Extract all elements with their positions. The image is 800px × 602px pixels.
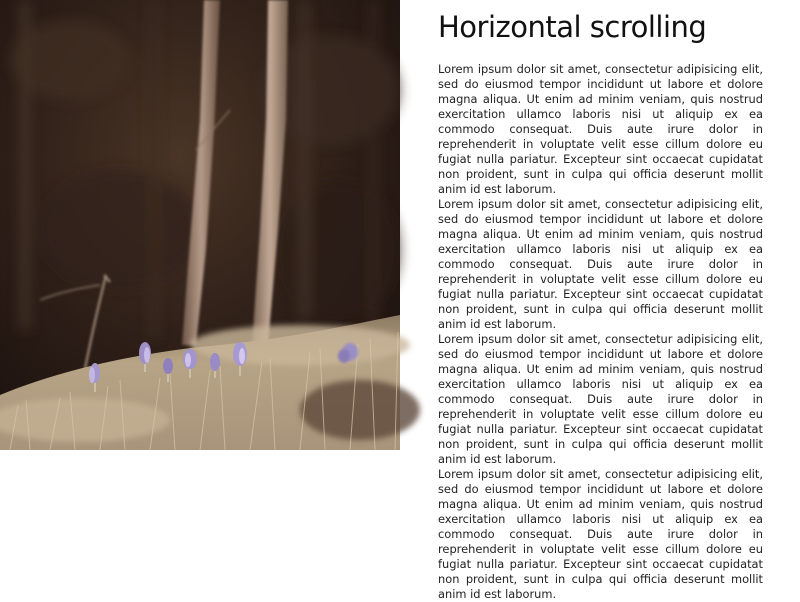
lorem-paragraph-2: Lorem ipsum dolor sit amet, consectetur adipisicing elit, sed do eiusmod tempor incididunt ut labore et dolore magna aliqua. Ut enim ad minim veniam, quis nostrud exercitation ullamco laboris nisi ut aliquip ex ea commodo consequat. Duis aute irure dolor in reprehenderit in voluptate velit esse cillum dolore eu fugiat nulla pariatur. Excepteur sint occaecat cupidatat non proident, sunt in culpa qui officia deserunt mollit anim id est laborum. xyxy=(438,197,763,331)
lorem-paragraph-1: Lorem ipsum dolor sit amet, consectetur adipisicing elit, sed do eiusmod tempor incididunt ut labore et dolore magna aliqua. Ut enim ad minim veniam, quis nostrud exercitation ullamco laboris nisi ut aliquip ex ea commodo consequat. Duis aute irure dolor in reprehenderit in voluptate velit esse cillum dolore eu fugiat nulla pariatur. Excepteur sint occaecat cupidatat non proident, sunt in culpa qui officia deserunt mollit anim id est laborum. xyxy=(438,62,763,196)
page-title: Horizontal scrolling xyxy=(438,10,707,44)
lorem-paragraph-3: Lorem ipsum dolor sit amet, consectetur adipisicing elit, sed do eiusmod tempor incididunt ut labore et dolore magna aliqua. Ut enim ad minim veniam, quis nostrud exercitation ullamco laboris nisi ut aliquip ex ea commodo consequat. Duis aute irure dolor in reprehenderit in voluptate velit esse cillum dolore eu fugiat nulla pariatur. Excepteur sint occaecat cupidatat non proident, sunt in culpa qui officia deserunt mollit anim id est laborum. xyxy=(438,332,763,466)
lorem-paragraph-4: Lorem ipsum dolor sit amet, consectetur adipisicing elit, sed do eiusmod tempor incididunt ut labore et dolore magna aliqua. Ut enim ad minim veniam, quis nostrud exercitation ullamco laboris nisi ut aliquip ex ea commodo consequat. Duis aute irure dolor in reprehenderit in voluptate velit esse cillum dolore eu fugiat nulla pariatur. Excepteur sint occaecat cupidatat non proident, sunt in culpa qui officia deserunt mollit anim id est laborum. xyxy=(438,467,763,601)
forest-crocus-photo xyxy=(0,0,400,450)
article-content[interactable] xyxy=(400,0,800,601)
forest-crocus-illustration xyxy=(0,0,400,450)
